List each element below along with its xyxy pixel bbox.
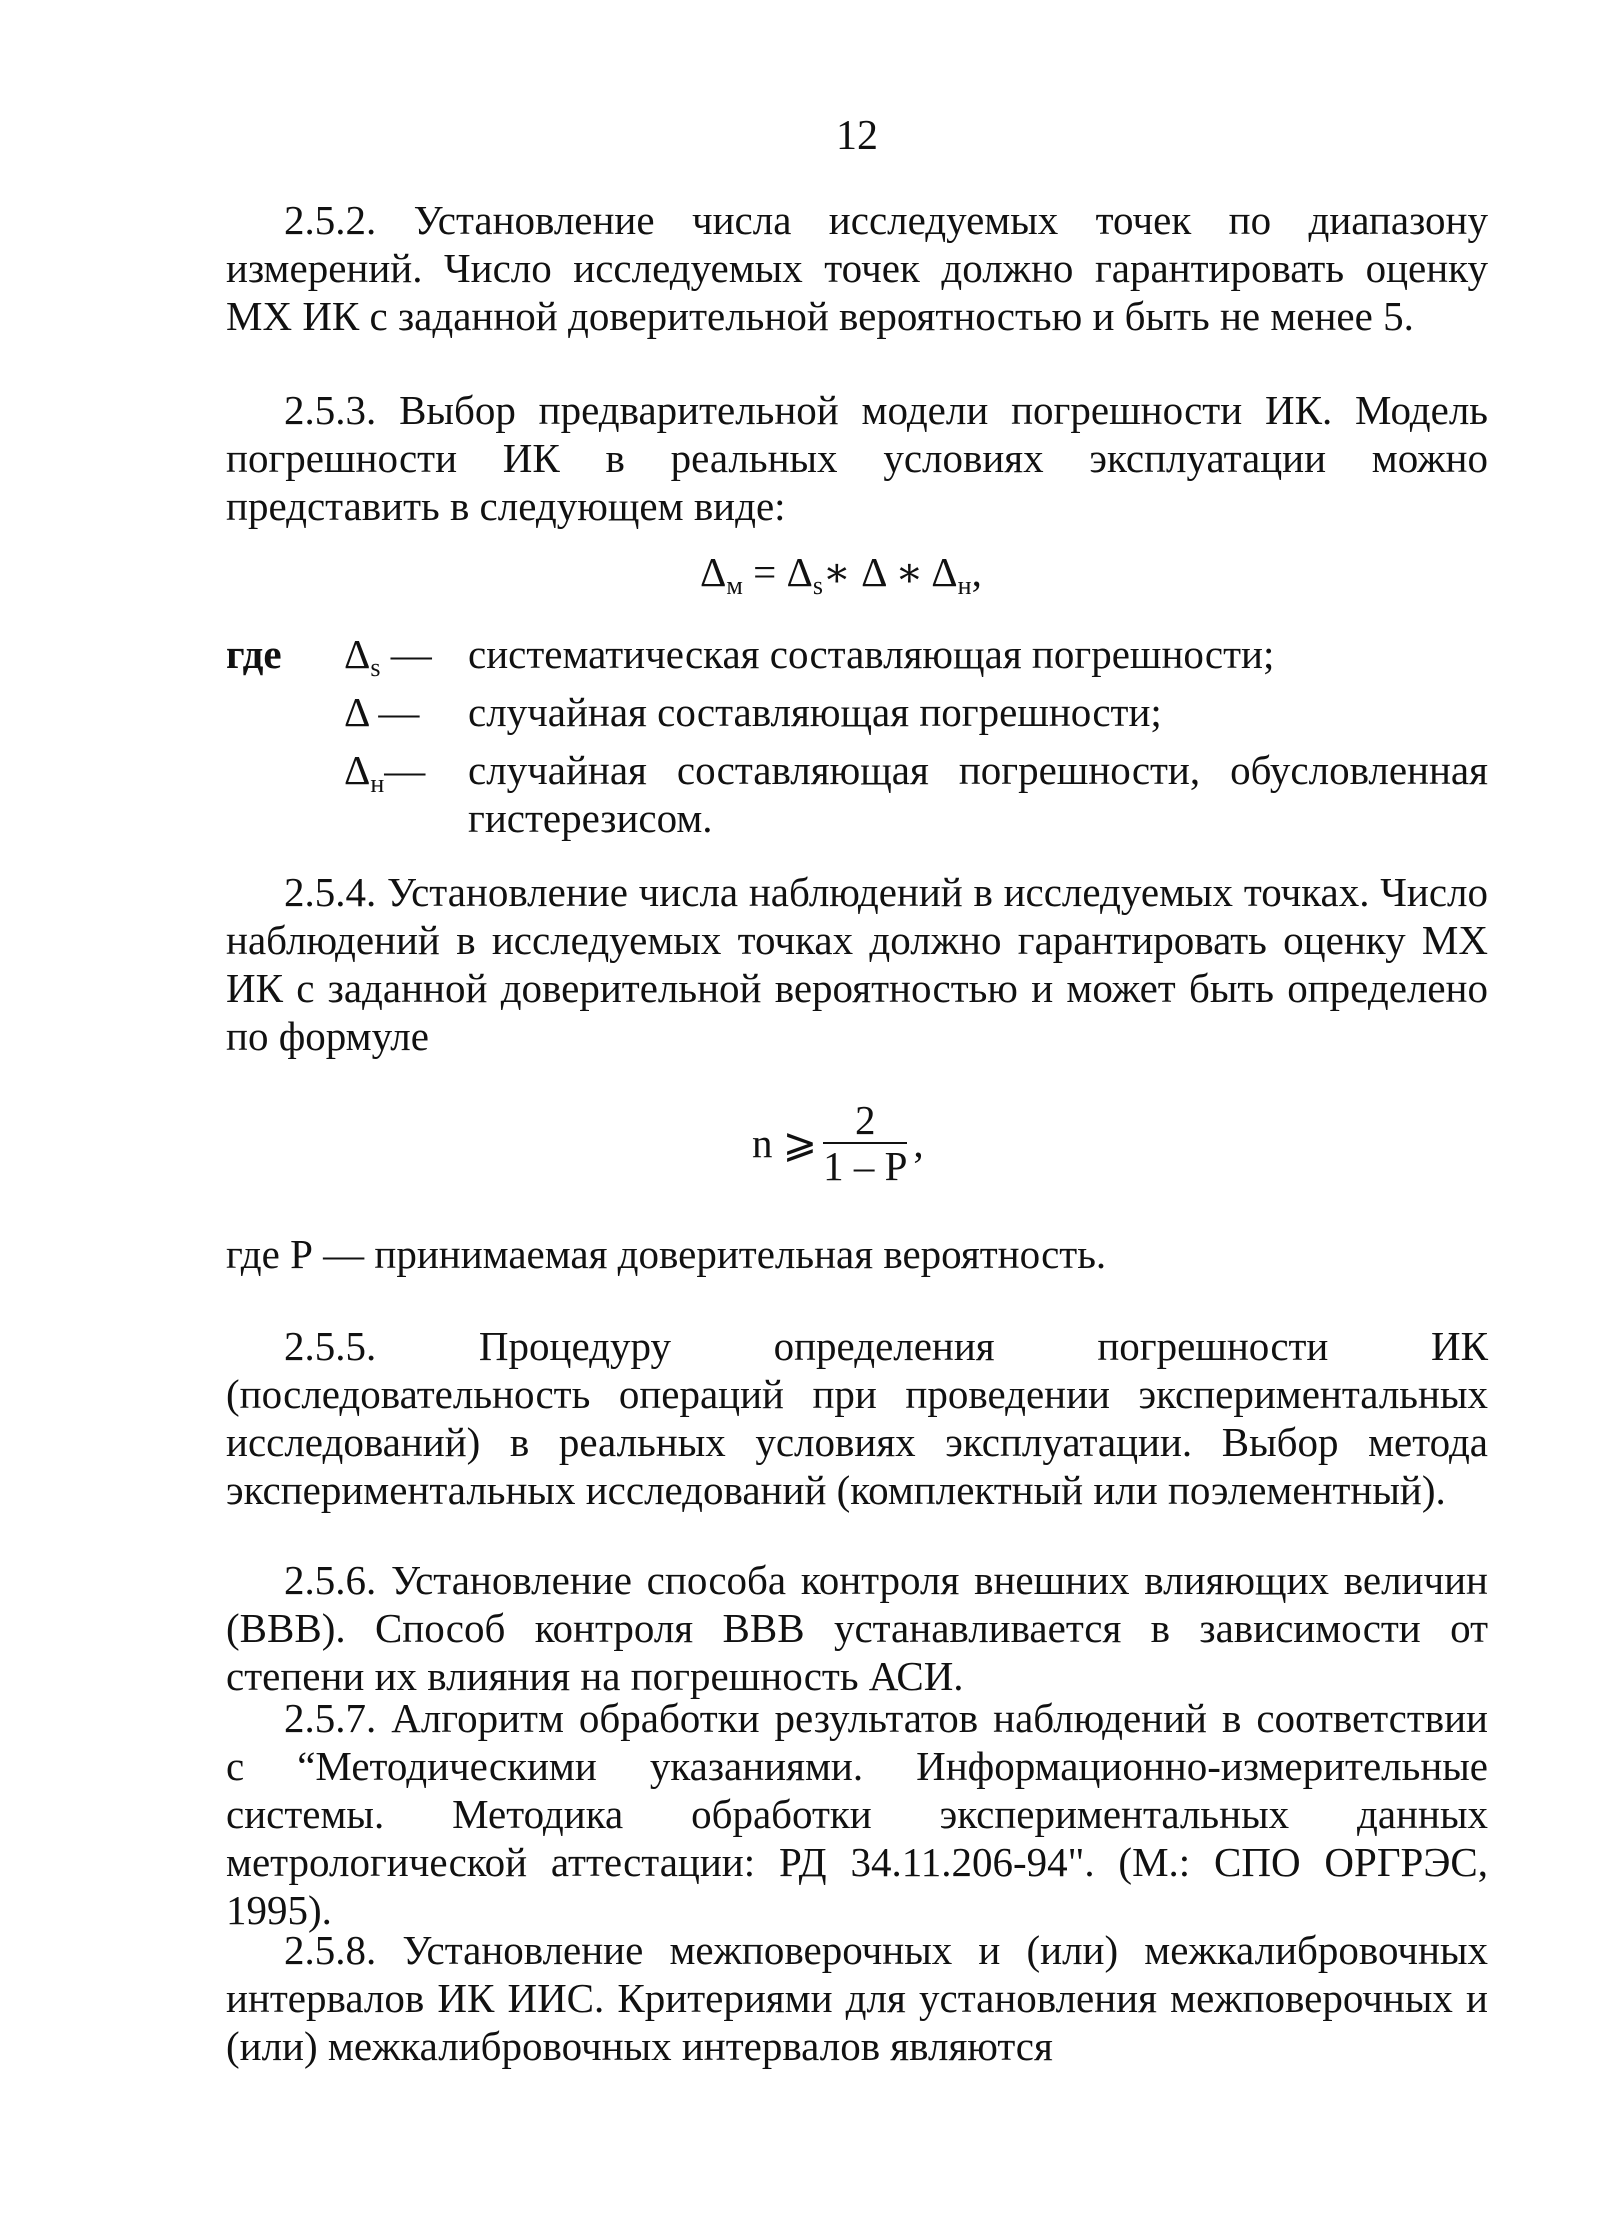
definition-text: систематическая составляющая погрешности; — [468, 631, 1275, 677]
paragraph-2-5-8-text: 2.5.8. Установление межповерочных и (или) межкалибровочных интервалов ИК ИИС. Критериями для установления межповерочных и (или) межкалибровочных интервалов являются — [226, 1927, 1488, 2069]
paragraph-2-5-2-text: 2.5.2. Установление числа исследуемых точек по диапазону измерений. Число исследуемых точек должно гарантировать оценку МХ ИК с заданной доверительной вероятностью и быть не менее 5. — [226, 197, 1488, 339]
paragraph-2-5-2 — [226, 196, 1488, 340]
observations-formula — [752, 1098, 924, 1188]
formula-term-1-sub: s — [812, 571, 823, 600]
page-number: 12 — [836, 113, 878, 159]
definition-symbol: Δ — — [344, 689, 420, 735]
definitions-list — [226, 630, 1488, 842]
paragraph-2-5-8 — [226, 1926, 1488, 2070]
definition-text: случайная составляющая погрешности; — [468, 689, 1162, 735]
formula2-tail: , — [913, 1120, 924, 1166]
definition-symbol: $\Delta_s$ — — [344, 631, 432, 682]
paragraph-2-5-6-text: 2.5.6. Установление способа контроля внешних влияющих величин (ВВВ). Способ контроля ВВВ устанавливается в зависимости от степени их влияния на погрешность АСИ. — [226, 1557, 1488, 1699]
formula-lhs-sub: м — [726, 571, 743, 600]
formula-lhs: Δ — [700, 549, 727, 595]
formula2-numerator: 2 — [823, 1098, 907, 1144]
definition-row — [226, 630, 1488, 688]
definition-row — [226, 746, 1488, 842]
formula-term-1: Δ — [786, 549, 813, 595]
formula-op-1: ∗ — [822, 549, 862, 595]
paragraph-2-5-4-text: 2.5.4. Установление числа наблюдений в исследуемых точках. Число наблюдений в исследуемых точках должно гарантировать оценку МХ ИК с заданной доверительной вероятностью и может быть определено по формуле — [226, 869, 1488, 1059]
paragraph-2-5-3-text: 2.5.3. Выбор предварительной модели погрешности ИК. Модель погрешности ИК в реальных условиях эксплуатации можно представить в следующем виде: — [226, 387, 1488, 529]
formula2-fraction — [823, 1098, 907, 1188]
definition-text: случайная составляющая погрешности, обусловленная гистерезисом. — [468, 747, 1488, 841]
where-p-line: где Р — принимаемая доверительная вероятность. — [226, 1231, 1107, 1277]
error-model-formula — [700, 548, 982, 600]
formula-eq: = — [742, 549, 787, 595]
formula-term-2: Δ — [861, 549, 886, 595]
paragraph-2-5-5-text: 2.5.5. Процедуру определения погрешности ИК (последовательность операций при проведении экспериментальных исследований) в реальных условиях эксплуатации. Выбор метода экспериментальных исследований (комплектный или поэлементный). — [226, 1323, 1488, 1513]
formula2-lhs: n ⩾ — [752, 1120, 818, 1166]
paragraph-2-5-3 — [226, 386, 1488, 530]
definition-row — [226, 688, 1488, 746]
formula-term-3-sub: н — [957, 571, 972, 600]
definition-symbol: $\Delta_н—$ — [344, 747, 426, 798]
formula-term-3: Δ — [931, 549, 958, 595]
paragraph-2-5-7 — [226, 1694, 1488, 1934]
formula2-denominator: 1 – P — [823, 1143, 908, 1189]
formula-op-2: ∗ — [885, 549, 932, 595]
paragraph-2-5-4 — [226, 868, 1488, 1060]
paragraph-2-5-6 — [226, 1556, 1488, 1700]
definitions-where-label: где — [226, 631, 282, 677]
paragraph-2-5-7-text: 2.5.7. Алгоритм обработки результатов наблюдений в соответствии с “Методическими указаниями. Информационно-измерительные системы. Методика обработки экспериментальных данных метрологической аттестации: РД 34.11.206-94". (М.: СПО ОРГРЭС, 1995). — [226, 1695, 1488, 1933]
formula-tail: , — [971, 549, 982, 595]
paragraph-2-5-5 — [226, 1322, 1488, 1514]
